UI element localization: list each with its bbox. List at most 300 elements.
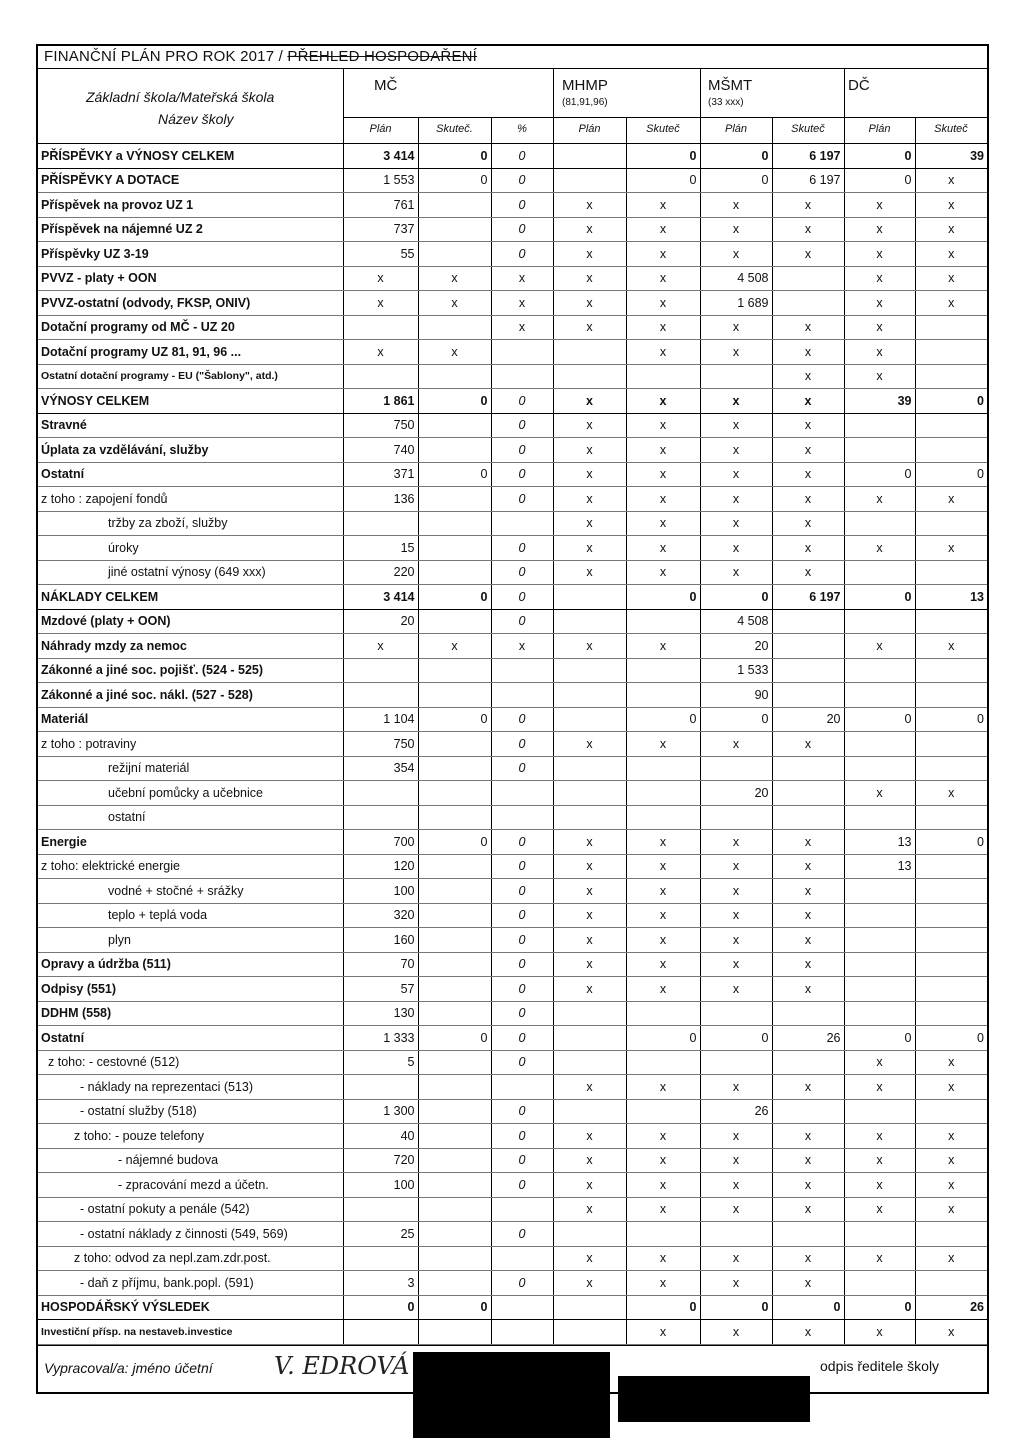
cell [418, 1050, 491, 1075]
cell: 0 [915, 1026, 987, 1051]
cell: 0 [491, 1099, 553, 1124]
row-label: Ostatní [38, 462, 343, 487]
cell [553, 144, 626, 168]
cell [418, 928, 491, 953]
cell: x [915, 1075, 987, 1100]
cell: x [343, 291, 418, 316]
row-label: režijní materiál [38, 756, 343, 781]
cell [772, 805, 844, 830]
cell: 0 [491, 1173, 553, 1198]
row-label: PVVZ-ostatní (odvody, FKSP, ONIV) [38, 291, 343, 316]
cell: 320 [343, 903, 418, 928]
cell: 55 [343, 242, 418, 267]
cell: x [553, 266, 626, 291]
cell: x [915, 487, 987, 512]
row-label: vodné + stočné + srážky [38, 879, 343, 904]
cell: 0 [491, 487, 553, 512]
cell: 0 [491, 1222, 553, 1247]
table-row [38, 732, 987, 757]
cell: x [700, 1148, 772, 1173]
cell: 3 414 [343, 144, 418, 168]
cell: 0 [844, 585, 915, 610]
prepared-by-label: Vypracoval/a: jméno účetní [44, 1359, 213, 1376]
row-label: HOSPODÁŘSKÝ VÝSLEDEK [38, 1295, 343, 1320]
cell: x [700, 1075, 772, 1100]
subheader-7: Plán [868, 123, 891, 135]
row-label: Náhrady mzdy za nemoc [38, 634, 343, 659]
cell: x [772, 364, 844, 389]
cell [915, 1222, 987, 1247]
cell: x [626, 854, 700, 879]
cell: x [626, 1197, 700, 1222]
financial-plan-sheet [36, 44, 989, 1394]
cell [915, 1099, 987, 1124]
cell: x [626, 903, 700, 928]
cell: 0 [700, 1295, 772, 1320]
cell: 39 [844, 389, 915, 414]
table-row [38, 707, 987, 732]
cell [626, 756, 700, 781]
cell: 0 [491, 217, 553, 242]
cell: x [700, 830, 772, 855]
cell [915, 977, 987, 1002]
cell: 6 197 [772, 168, 844, 193]
cell: x [700, 879, 772, 904]
cell: 20 [343, 609, 418, 634]
cell [915, 805, 987, 830]
cell: 0 [491, 242, 553, 267]
cell: x [844, 1173, 915, 1198]
table-row [38, 585, 987, 610]
cell: 1 553 [343, 168, 418, 193]
cell [915, 683, 987, 708]
cell [491, 1295, 553, 1320]
cell: 0 [915, 830, 987, 855]
cell: x [772, 413, 844, 438]
document-title: FINANČNÍ PLÁN PRO ROK 2017 / PŘEHLED HOSPODAŘENÍ [44, 48, 478, 65]
cell [343, 1246, 418, 1271]
cell: x [418, 634, 491, 659]
row-label: NÁKLADY CELKEM [38, 585, 343, 610]
cell: 6 197 [772, 585, 844, 610]
cell: 0 [844, 168, 915, 193]
cell: x [626, 952, 700, 977]
table-row [38, 1124, 987, 1149]
table-row [38, 144, 987, 168]
cell: x [343, 266, 418, 291]
cell: x [626, 340, 700, 365]
cell: x [700, 1271, 772, 1296]
cell: 26 [915, 1295, 987, 1320]
table-row [38, 781, 987, 806]
cell [553, 805, 626, 830]
cell [844, 609, 915, 634]
cell: 57 [343, 977, 418, 1002]
cell: 0 [491, 1124, 553, 1149]
cell: x [626, 1124, 700, 1149]
cell [915, 438, 987, 463]
cell: x [626, 732, 700, 757]
cell: x [844, 340, 915, 365]
subheader-4: Skuteč [646, 123, 680, 135]
cell: x [915, 1148, 987, 1173]
cell [553, 707, 626, 732]
row-label: - ostatní služby (518) [38, 1099, 343, 1124]
cell [418, 977, 491, 1002]
cell [553, 756, 626, 781]
cell: x [700, 315, 772, 340]
cell: x [700, 462, 772, 487]
cell [915, 560, 987, 585]
cell: 130 [343, 1001, 418, 1026]
row-label: učební pomůcky a učebnice [38, 781, 343, 806]
table-row [38, 413, 987, 438]
cell: 220 [343, 560, 418, 585]
table-row [38, 658, 987, 683]
cell: x [553, 634, 626, 659]
row-label: Investiční přísp. na nestaveb.investice [38, 1320, 343, 1345]
cell [418, 854, 491, 879]
cell: x [700, 340, 772, 365]
cell [343, 781, 418, 806]
cell: x [844, 242, 915, 267]
cell: x [626, 438, 700, 463]
row-label: z toho: odvod za nepl.zam.zdr.post. [38, 1246, 343, 1271]
cell: 0 [418, 1026, 491, 1051]
cell [418, 952, 491, 977]
cell: 3 414 [343, 585, 418, 610]
cell [626, 1001, 700, 1026]
row-label: teplo + teplá voda [38, 903, 343, 928]
cell [553, 168, 626, 193]
cell: 25 [343, 1222, 418, 1247]
row-label: DDHM (558) [38, 1001, 343, 1026]
cell [418, 1075, 491, 1100]
cell [418, 242, 491, 267]
group-mc: MČ [374, 77, 398, 94]
table-row [38, 266, 987, 291]
cell [626, 1222, 700, 1247]
cell: x [915, 1197, 987, 1222]
cell: x [553, 732, 626, 757]
cell: 720 [343, 1148, 418, 1173]
table-row [38, 928, 987, 953]
cell: 0 [700, 1026, 772, 1051]
cell: 0 [626, 707, 700, 732]
cell: x [553, 389, 626, 414]
table-row [38, 1173, 987, 1198]
cell: x [626, 977, 700, 1002]
cell: x [553, 242, 626, 267]
cell [700, 805, 772, 830]
cell: x [553, 1148, 626, 1173]
cell [491, 683, 553, 708]
cell: 0 [491, 830, 553, 855]
table-row [38, 438, 987, 463]
cell: x [626, 1271, 700, 1296]
cell [844, 511, 915, 536]
cell [844, 977, 915, 1002]
cell: x [491, 266, 553, 291]
cell: 0 [626, 144, 700, 168]
cell [491, 1075, 553, 1100]
cell: x [418, 291, 491, 316]
table-row [38, 1295, 987, 1320]
cell: x [915, 217, 987, 242]
row-label: ostatní [38, 805, 343, 830]
cell: x [700, 977, 772, 1002]
cell [553, 364, 626, 389]
cell [343, 805, 418, 830]
finance-table [38, 144, 987, 1345]
cell: x [772, 438, 844, 463]
cell: 0 [844, 462, 915, 487]
cell [844, 952, 915, 977]
cell: 0 [491, 438, 553, 463]
cell: 0 [491, 756, 553, 781]
cell [772, 781, 844, 806]
row-label: - zpracování mezd a účetn. [38, 1173, 343, 1198]
cell: 6 197 [772, 144, 844, 168]
cell: x [626, 389, 700, 414]
cell: x [772, 1075, 844, 1100]
cell: x [915, 634, 987, 659]
cell: x [553, 977, 626, 1002]
cell [491, 1320, 553, 1345]
table-row [38, 683, 987, 708]
cell: x [553, 438, 626, 463]
cell: 0 [491, 168, 553, 193]
table-row [38, 756, 987, 781]
cell: x [553, 830, 626, 855]
cell: x [700, 732, 772, 757]
row-label: PŘÍSPĚVKY A DOTACE [38, 168, 343, 193]
row-label: Příspěvek na nájemné UZ 2 [38, 217, 343, 242]
cell [844, 683, 915, 708]
cell [700, 1050, 772, 1075]
cell [553, 683, 626, 708]
table-row [38, 511, 987, 536]
cell: x [772, 952, 844, 977]
cell: x [626, 291, 700, 316]
cell: x [553, 291, 626, 316]
cell [626, 609, 700, 634]
row-label: Dotační programy od MČ - UZ 20 [38, 315, 343, 340]
cell [343, 658, 418, 683]
cell: x [626, 1320, 700, 1345]
table-row [38, 830, 987, 855]
cell: 13 [915, 585, 987, 610]
cell: x [343, 634, 418, 659]
cell: x [772, 1246, 844, 1271]
cell: 0 [491, 977, 553, 1002]
cell: 100 [343, 1173, 418, 1198]
cell: 70 [343, 952, 418, 977]
cell: 0 [491, 389, 553, 414]
cell: 0 [844, 707, 915, 732]
group-mhmp: MHMP (81,91,96) [562, 77, 608, 108]
row-label: Materiál [38, 707, 343, 732]
cell [418, 1320, 491, 1345]
cell [844, 560, 915, 585]
cell: x [844, 1320, 915, 1345]
cell [418, 193, 491, 218]
cell [915, 1001, 987, 1026]
subheader-2: % [517, 123, 527, 135]
cell: x [772, 1271, 844, 1296]
cell [700, 756, 772, 781]
cell: 0 [491, 1148, 553, 1173]
cell [418, 658, 491, 683]
cell: x [700, 389, 772, 414]
cell: x [700, 1124, 772, 1149]
cell [844, 732, 915, 757]
cell [491, 781, 553, 806]
cell [915, 952, 987, 977]
table-row [38, 1320, 987, 1345]
cell [915, 315, 987, 340]
cell [553, 1099, 626, 1124]
cell [553, 340, 626, 365]
cell: 0 [915, 462, 987, 487]
cell: x [553, 193, 626, 218]
cell [626, 364, 700, 389]
cell: 4 508 [700, 266, 772, 291]
cell: x [626, 1148, 700, 1173]
cell: x [626, 217, 700, 242]
cell: 0 [343, 1295, 418, 1320]
cell: 750 [343, 732, 418, 757]
cell [343, 1197, 418, 1222]
cell: 0 [772, 1295, 844, 1320]
table-row [38, 1197, 987, 1222]
cell: x [700, 242, 772, 267]
cell [418, 609, 491, 634]
cell [772, 634, 844, 659]
cell: x [772, 732, 844, 757]
cell: x [626, 830, 700, 855]
cell: 0 [418, 1295, 491, 1320]
cell: x [343, 340, 418, 365]
cell: x [553, 315, 626, 340]
cell: 0 [491, 1001, 553, 1026]
table-row [38, 854, 987, 879]
cell: x [844, 487, 915, 512]
cell: x [553, 1124, 626, 1149]
table-row [38, 291, 987, 316]
cell [418, 364, 491, 389]
cell: x [844, 1148, 915, 1173]
cell [553, 1001, 626, 1026]
row-label: jiné ostatní výnosy (649 xxx) [38, 560, 343, 585]
cell [418, 1271, 491, 1296]
school-type: Základní škola/Mateřská škola [86, 89, 275, 105]
row-label: VÝNOSY CELKEM [38, 389, 343, 414]
cell: 0 [491, 952, 553, 977]
cell [553, 781, 626, 806]
cell [844, 903, 915, 928]
cell: 0 [915, 707, 987, 732]
cell: x [772, 193, 844, 218]
cell: x [626, 511, 700, 536]
cell: x [772, 511, 844, 536]
cell: 1 333 [343, 1026, 418, 1051]
cell [915, 756, 987, 781]
cell: 160 [343, 928, 418, 953]
cell: x [700, 952, 772, 977]
row-label: Dotační programy UZ 81, 91, 96 ... [38, 340, 343, 365]
cell: x [626, 928, 700, 953]
row-label: z toho: elektrické energie [38, 854, 343, 879]
cell: 0 [491, 879, 553, 904]
cell: x [915, 266, 987, 291]
cell [418, 511, 491, 536]
cell [553, 1320, 626, 1345]
cell: 0 [700, 144, 772, 168]
cell [772, 658, 844, 683]
cell [418, 438, 491, 463]
cell [915, 732, 987, 757]
cell: x [844, 193, 915, 218]
cell: 136 [343, 487, 418, 512]
cell [553, 609, 626, 634]
table-row [38, 879, 987, 904]
cell [844, 756, 915, 781]
cell: x [844, 266, 915, 291]
subheader-5: Plán [724, 123, 748, 135]
cell: 354 [343, 756, 418, 781]
cell: 737 [343, 217, 418, 242]
cell [772, 609, 844, 634]
cell [626, 683, 700, 708]
table-row [38, 315, 987, 340]
cell [491, 364, 553, 389]
cell: 761 [343, 193, 418, 218]
cell [491, 340, 553, 365]
cell [553, 658, 626, 683]
cell: 0 [700, 707, 772, 732]
cell: x [553, 487, 626, 512]
cell: x [772, 1197, 844, 1222]
cell [915, 413, 987, 438]
cell: 20 [772, 707, 844, 732]
cell [626, 781, 700, 806]
row-label: - ostatní pokuty a penále (542) [38, 1197, 343, 1222]
cell: x [844, 1246, 915, 1271]
cell [418, 781, 491, 806]
table-row [38, 634, 987, 659]
table-row [38, 560, 987, 585]
table-header [38, 69, 987, 144]
row-label: Úplata za vzdělávání, služby [38, 438, 343, 463]
cell: x [553, 952, 626, 977]
cell: 750 [343, 413, 418, 438]
cell: x [626, 413, 700, 438]
cell [844, 1099, 915, 1124]
cell: 0 [491, 854, 553, 879]
cell: x [915, 193, 987, 218]
row-label: Mzdové (platy + OON) [38, 609, 343, 634]
cell: x [772, 340, 844, 365]
cell [343, 1320, 418, 1345]
cell [491, 511, 553, 536]
cell: x [844, 291, 915, 316]
cell [418, 1099, 491, 1124]
cell: 0 [491, 903, 553, 928]
cell: x [700, 511, 772, 536]
cell: 0 [491, 413, 553, 438]
row-label: - nájemné budova [38, 1148, 343, 1173]
